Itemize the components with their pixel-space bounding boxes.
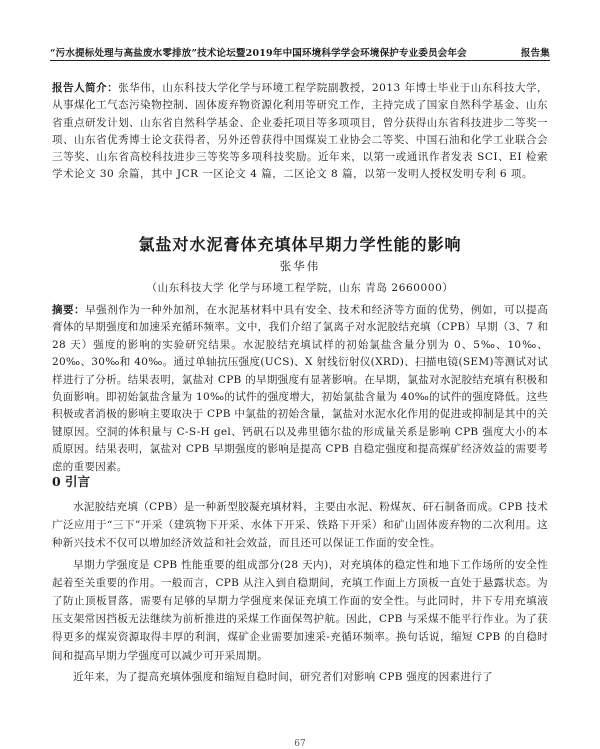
header-report-label: 报告集: [520, 48, 550, 59]
body-text: [52, 498, 548, 686]
header-conference-title: “污水提标处理与高盐废水零排放”技术论坛暨2019年中国环境科学学会环境保护专业委员会年会: [50, 48, 467, 59]
abstract-label: 摘要：: [52, 304, 86, 316]
speaker-bio: [52, 80, 548, 184]
header-rule: [50, 60, 550, 61]
paper-author: 张华伟: [279, 259, 321, 273]
abstract-text: 早强剂作为一种外加剂，在水泥基材料中具有安全、技术和经济等方面的优势，例如，可以提高膏体的早期强度和加速采充循环频率。文中，我们介绍了氯离子对水泥胶结充填（CPB）早期（3、7 和 28 天）强度的影响的实验研究结果。水泥胶结充填试样的初始氯盐含量分别为 0、5‰、10‰、20‰、30‰和 40‰。通过单轴抗压强度(UCS)、X 射线衍射仪(XRD)、扫描电镜(SEM)等测试对试样进行了分析。结果表明，氯盐对 CPB 的早期强度有显著影响。在早期，氯盐对水泥胶结充填有积极和负面影响。即初始氯盐含量为 10‰的试件的强度增大，初始氯盐含量为 40‰的试件的强度降低。这些积极或者消极的影响主要取决于 CPB 中氯盐的初始含量，氯盐对水泥水化作用的促进或抑制是其中的关键原因。空洞的体积量与 C-S-H gel、钙矾石以及弗里德尔盐的形成量关系是影响 CPB 强度大小的本质原因。结果表明，氯盐对 CPB 早期强度的影响是提高 CPB 自稳定强度和提高煤矿经济效益的需要考虑的重要因素。: [52, 304, 548, 473]
bio-label: 报告人简介：: [52, 82, 119, 94]
paragraph: 早期力学强度是 CPB 性能重要的组成部分(28 天内)，对充填体的稳定性和地下工作场所的安全性起着至关重要的作用。一般而言，CPB 从注入到自稳期间，充填工作面上方顶板一直处于悬露状态。为了防止顶板冒落，需要有足够的早期力学强度来保证充填工作面的安全性。与此同时，井下专用充填液压支架常因挡板无法继续为前析推进的采煤工作面保驾护航。因此，CPB 与采煤不能平行作业。为了获得更多的煤炭资源取得丰厚的利润，煤矿企业需要加速采-充循环频率。换句话说，缩短 CPB 的自稳时间和提高早期力学强度可以减少可开采周期。: [52, 558, 548, 662]
paper-affiliation: （山东科技大学 化学与环境工程学院，山东 青岛 2660000）: [146, 282, 454, 294]
paragraph: 水泥胶结充填（CPB）是一种新型胶凝充填材料，主要由水泥、粉煤灰、矸石制备而成。CPB 技术广泛应用于“三下”开采（建筑物下开采、水体下开采、铁路下开采）和矿山固体废弃物的二次利用。这种新兴技术不仅可以增加经济效益和社会效益，而且还可以保证工作面的安全性。: [52, 501, 548, 550]
bio-text: 张华伟，山东科技大学化学与环境工程学院副教授，2013 年博士毕业于山东科技大学，从事煤化工气态污染物控制、固体废弃物资源化利用等研究工作，主持完成了国家自然科学基金、山东省重点研发计划、山东省自然科学基金、企业委托项目等多项项目，曾分获得山东省科技进步二等奖一项、山东省优秀博士论文获得者，另外还曾获得中国煤炭工业协会二等奖、中国石油和化学工业联合会三等奖、山东省高校科技进步三等奖等多项科技奖励。近年来，以第一或通讯作者发表 SCI、EI 检索学术论文 30 余篇，其中 JCR 一区论文 4 篇，二区论文 8 篇，以第一发明人授权发明专利 6 项。: [52, 82, 549, 181]
running-header: [50, 45, 550, 59]
paper-title: 氯盐对水泥膏体充填体早期力学性能的影响: [138, 235, 462, 254]
abstract: [52, 302, 548, 476]
page-number: 67: [294, 739, 306, 749]
paragraph: 近年来，为了提高充填体强度和缩短自稳时间，研究者们对影响 CPB 强度的因素进行了: [73, 670, 493, 683]
section-heading: 0 引言: [52, 474, 91, 489]
